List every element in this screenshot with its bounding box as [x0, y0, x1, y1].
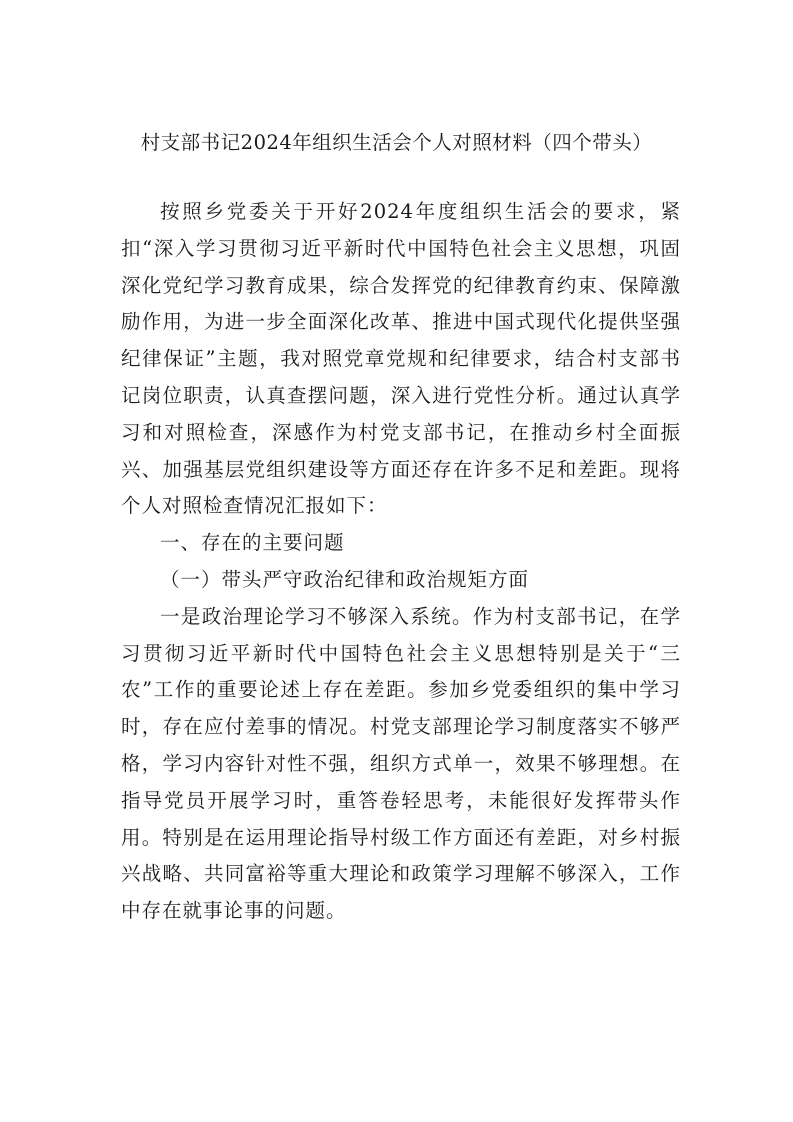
subsection-heading: （一）带头严守政治纪律和政治规矩方面 [160, 567, 530, 591]
intro-paragraph: 按照乡党委关于开好2024年度组织生活会的要求，紧扣“深入学习贯彻习近平新时代中国特色社会主义思想，巩固深化党纪学习教育成果，综合发挥党的纪律教育约束、保障激励作用，为进一步全面深化改革、推进中国式现代化提供坚强纪律保证”主题，我对照党章党规和纪律要求，结合村支部书记岗位职责，认真查摆问题，深入进行党性分析。通过认真学习和对照检查，深感作为村党支部书记，在推动乡村全面振兴、加强基层党组织建设等方面还存在许多不足和差距。现将个人对照检查情况汇报如下： [121, 200, 681, 518]
document-body [121, 194, 681, 930]
document-title: 村支部书记2024年组织生活会个人对照材料（四个带头） [140, 131, 653, 154]
body-paragraph: 一是政治理论学习不够深入系统。作为村支部书记，在学习贯彻习近平新时代中国特色社会主义思想特别是关于“三农”工作的重要论述上存在差距。参加乡党委组织的集中学习时，存在应付差事的情况。村党支部理论学习制度落实不够严格，学习内容针对性不强，组织方式单一，效果不够理想。在指导党员开展学习时，重答卷轻思考，未能很好发挥带头作用。特别是在运用理论指导村级工作方面还有差距，对乡村振兴战略、共同富裕等重大理论和政策学习理解不够深入，工作中存在就事论事的问题。 [121, 604, 681, 923]
section-heading: 一、存在的主要问题 [160, 531, 345, 555]
